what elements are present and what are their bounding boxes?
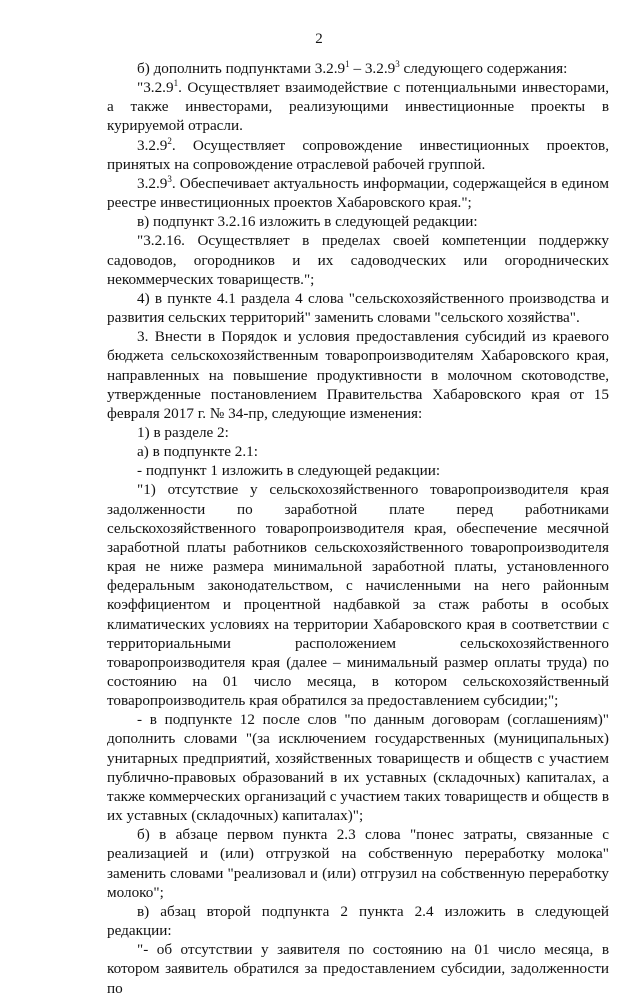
page-number: 2 [315,31,323,47]
paragraph-amend-v: в) подпункт 3.2.16 изложить в следующей редакции: [137,213,478,231]
paragraph-item-4: 4) в пункте 4.1 раздела 4 слова "сельскохозяйственного производства и развития сельских территорий" заменить словами "сельского хозяйства". [107,289,609,327]
paragraph-item-2-3: б) в абзаце первом пункта 2.3 слова "понес затраты, связанные с реализацией и (или) отгрузкой на собственную переработку молока" заменить словами "реализовал и (или) отгрузил на собственную переработку молоко"; [107,826,609,901]
paragraph-3-2-16: "3.2.16. Осуществляет в пределах своей компетенции поддержку садоводов, огородников и их садоводческих или огороднических некоммерческих товариществ."; [107,232,609,288]
paragraph-3-2-9-1: "3.2.9$^1$. Осуществляет взаимодействие с потенциальными инвесторами, а также инвесторами, реализующими инвестиционные проекты в курируемой отрасли. [107,78,609,135]
paragraph-3-2-9-3: 3.2.9$^3$. Обеспечивает актуальность информации, содержащейся в едином реестре инвестиционных проектов Хабаровского края."; [107,173,609,212]
paragraph-item-2-4: в) абзац второй подпункта 2 пункта 2.4 изложить в следующей редакции: [107,902,609,940]
paragraph-section-2: 1) в разделе 2: [137,423,229,441]
paragraph-amend-b: б) дополнить подпунктами 3.2.9$^1$ – 3.2.9$^3$ следующего содержания: [137,59,568,77]
paragraph-subitem-2-1: а) в подпункте 2.1: [137,443,258,461]
paragraph-subitem-1-edit: - подпункт 1 изложить в следующей редакции: [137,462,441,480]
paragraph-subitem-1-text: "1) отсутствие у сельскохозяйственного товаропроизводителя края задолженности по заработной плате перед работниками сельскохозяйственного товаропроизводителя края, обеспечение месячной заработной платы работников сельскохозяйственного товаропроизводителя края не ниже размера минимальной заработной платы, установленного федеральным законодательством, с начисленными на него районным коэффициентом и процентной надбавкой за стаж работы в особых климатических условиях на территории Хабаровского края в соответствии с территориальными расположением сельскохозяйственного товаропроизводителя края (далее – минимальный размер оплаты труда) по состоянию на 01 число месяца, в котором сельскохозяйственный товаропроизводитель края обратился за предоставлением субсидии;"; [107,481,609,710]
paragraph-item-2-4-text: "- об отсутствии у заявителя по состоянию на 01 число месяца, в котором заявитель обратился за предоставлением субсидии, задолженности по [107,941,609,997]
paragraph-subitem-12: - в подпункте 12 после слов "по данным договорам (соглашениям)" дополнить словами "(за исключением государственных (муниципальных) унитарных предприятий, хозяйственных товариществ и обществ с участием публично-правовых образований в их уставных (складочных) капиталах, а также коммерческих организаций с участием таких товариществ и обществ в их уставных (складочных) капиталах)"; [107,711,609,825]
paragraph-item-3: 3. Внести в Порядок и условия предоставления субсидий из краевого бюджета сельскохозяйственным товаропроизводителям Хабаровского края, направленных на повышение продуктивности в молочном скотоводстве, утвержденные постановлением Правительства Хабаровского края от 15 февраля 2017 г. № 34-пр, следующие изменения: [107,328,609,422]
paragraph-3-2-9-2: 3.2.9$^2$. Осуществляет сопровождение инвестиционных проектов, принятых на сопровождение отраслевой рабочей группой. [107,135,609,173]
document-body [107,59,609,998]
